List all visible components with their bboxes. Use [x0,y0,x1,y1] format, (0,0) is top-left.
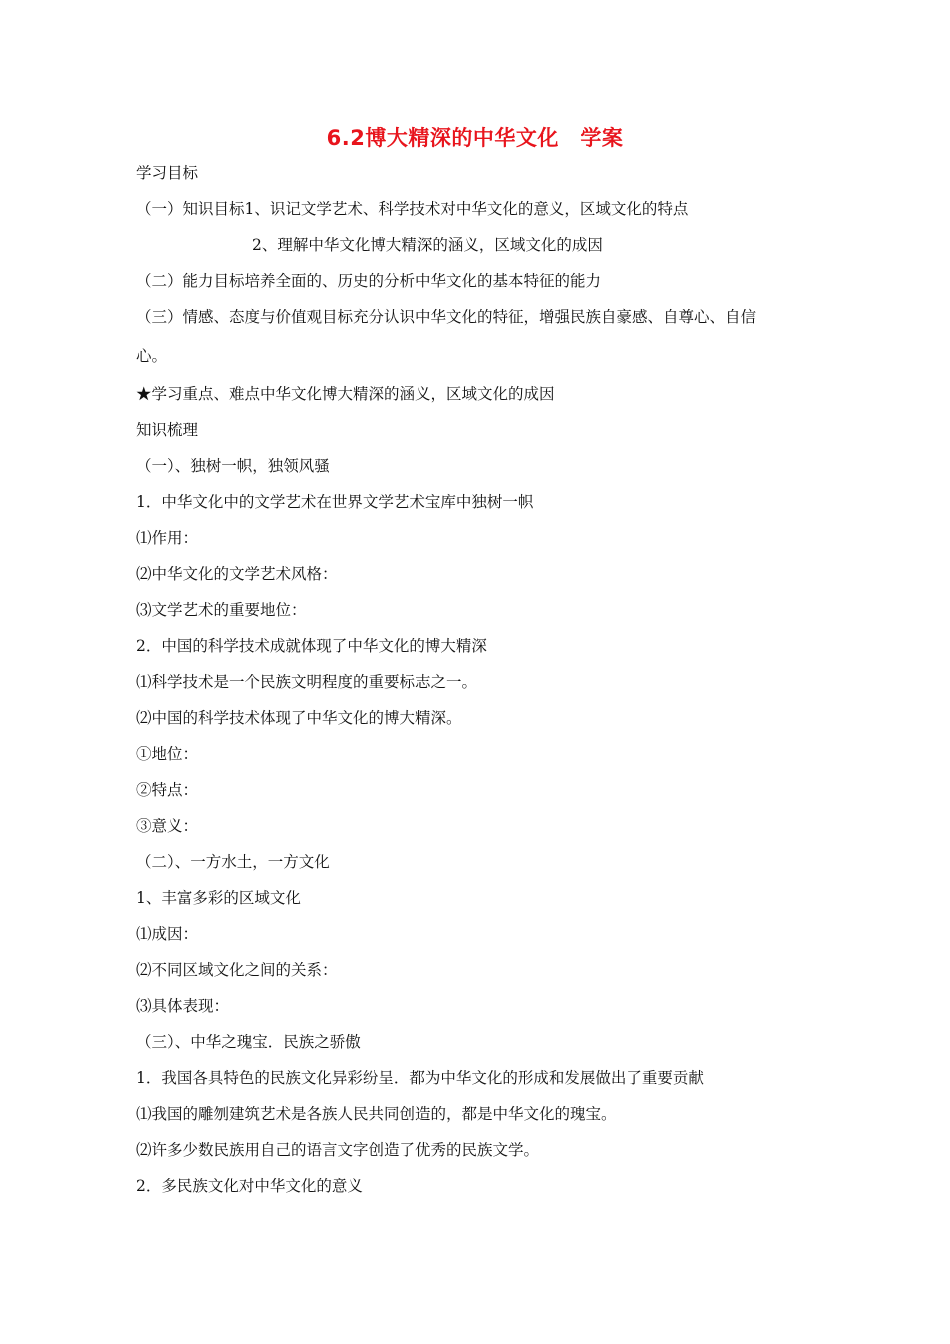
text-line: ⑴作用： [136,529,199,547]
text-line: ③意义： [136,817,199,835]
text-line: ⑵中华文化的文学艺术风格： [136,565,338,583]
text-line: ①地位： [136,745,199,763]
text-line: ⑴科学技术是一个民族文明程度的重要标志之一。 [136,673,478,691]
text-line: （三）情感、态度与价值观目标充分认识中华文化的特征，增强民族自豪感、自尊心、自信 [136,308,757,326]
section-heading-goals: 学习目标 [136,164,199,182]
text-line: ★学习重点、难点中华文化博大精深的涵义，区域文化的成因 [136,385,555,403]
text-line: ⑶具体表现： [136,997,230,1015]
text-line: 1．中华文化中的文学艺术在世界文学艺术宝库中独树一帜 [136,493,534,511]
text-line: 心。 [136,347,168,365]
text-line: （二）能力目标培养全面的、历史的分析中华文化的基本特征的能力 [136,272,602,290]
text-line: ⑴我国的雕刎建筑艺术是各族人民共同创造的，都是中华文化的瑰宝。 [136,1105,617,1123]
text-line: ⑵不同区域文化之间的关系： [136,961,338,979]
text-line: （一）知识目标1、识记文学艺术、科学技术对中华文化的意义，区域文化的特点 [136,200,689,218]
text-line: ⑴成因： [136,925,199,943]
text-line: 2．中国的科学技术成就体现了中华文化的博大精深 [136,637,487,655]
text-line: ⑶文学艺术的重要地位： [136,601,307,619]
text-line: 1．我国各具特色的民族文化异彩纷呈．都为中华文化的形成和发展做出了重要贡献 [136,1069,704,1087]
text-line: 1、丰富多彩的区域文化 [136,889,301,907]
text-line: 2．多民族文化对中华文化的意义 [136,1177,363,1195]
text-line: （二）、一方水土，一方文化 [136,853,330,871]
section-heading-review: 知识梳理 [136,421,199,439]
text-line: ②特点： [136,781,199,799]
text-line: （三）、中华之瑰宝．民族之骄傲 [136,1033,361,1051]
text-line: ⑵中国的科学技术体现了中华文化的博大精深。 [136,709,462,727]
text-line: （一）、独树一帜，独领风骚 [136,457,330,475]
page-title: 6.2博大精深的中华文化 学案 [326,126,624,150]
text-line: 2、理解中华文化博大精深的涵义，区域文化的成因 [252,236,603,254]
text-line: ⑵许多少数民族用自己的语言文字创造了优秀的民族文学。 [136,1141,540,1159]
